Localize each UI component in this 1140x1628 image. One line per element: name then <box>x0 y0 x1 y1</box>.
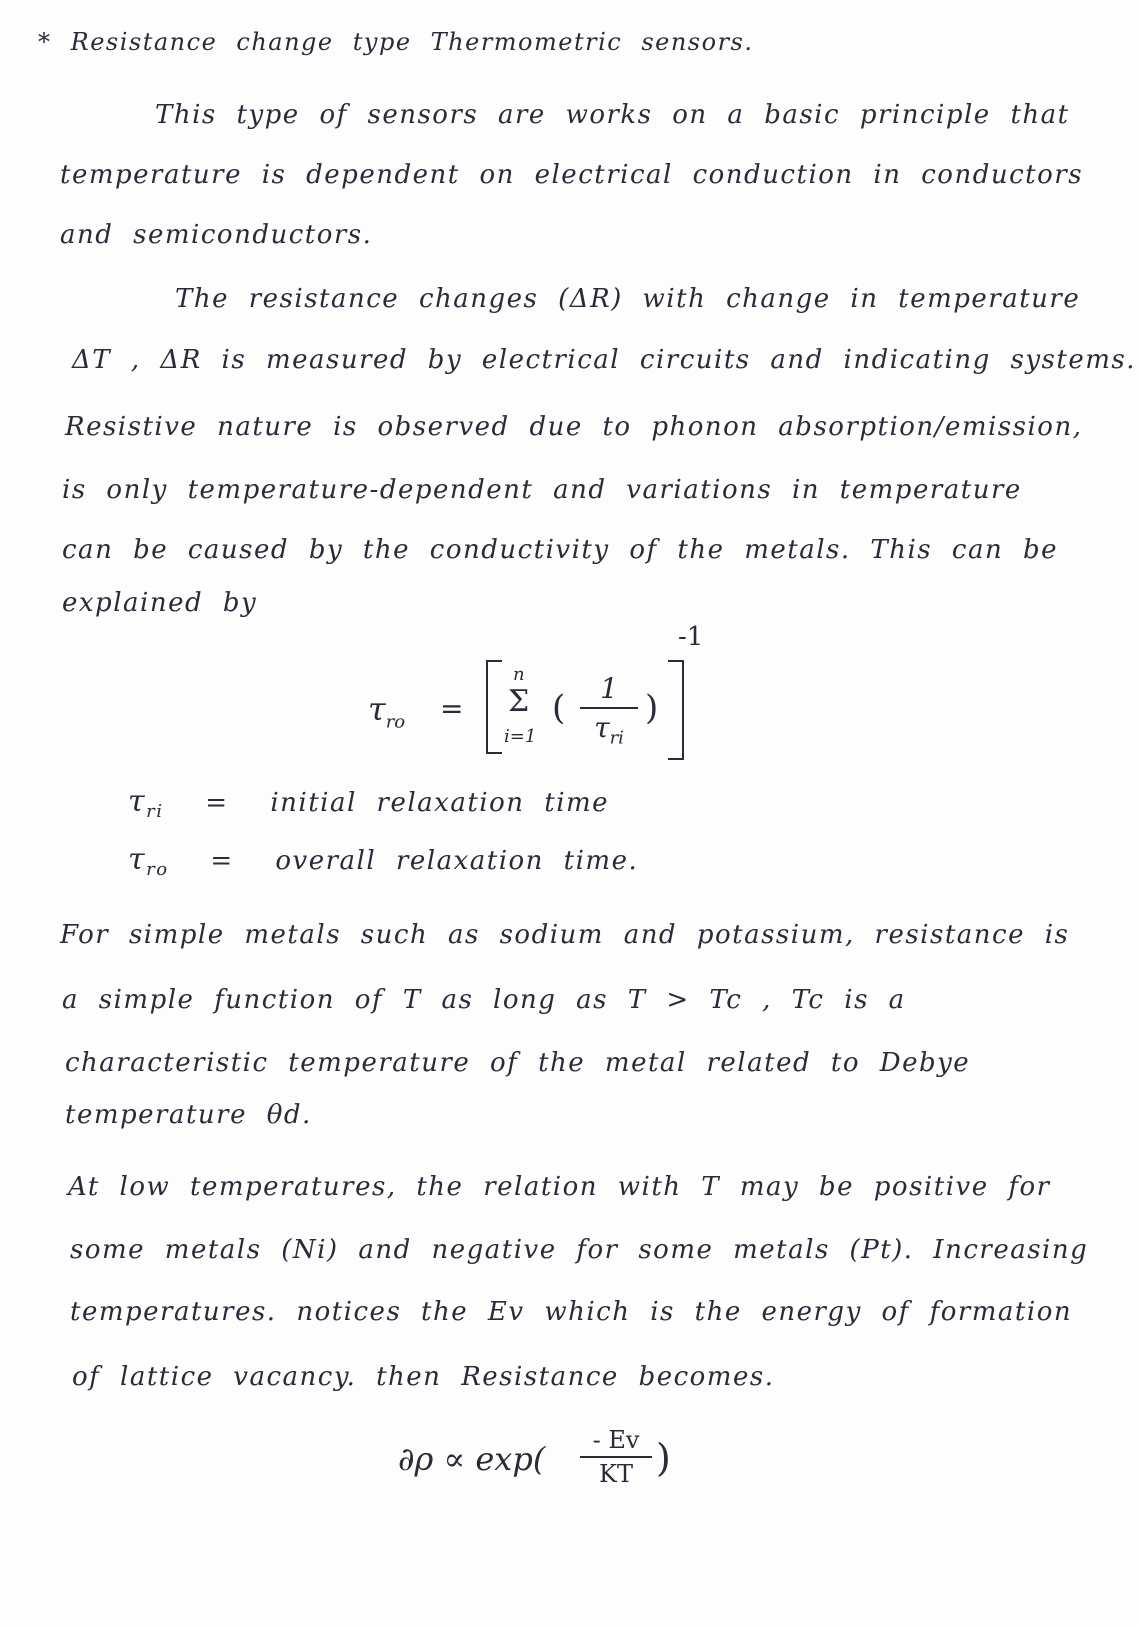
def2-equals: = <box>210 846 234 876</box>
definition-overall <box>128 842 638 880</box>
para3-line-3: characteristic temperature of the metal related to Debye <box>65 1048 971 1078</box>
eq2-lhs: ∂ρ ∝ exp( <box>398 1440 546 1478</box>
def1-symbol: τ <box>128 784 147 819</box>
sum-upper: n <box>513 664 525 685</box>
para1-line-2: temperature is dependent on electrical conduction in conductors <box>60 160 1084 190</box>
para2-line-1: The resistance changes (ΔR) with change in temperature <box>175 284 1081 314</box>
para3-line-2: a simple function of T as long as T > Tc , Tc is a <box>62 985 906 1015</box>
eq1-lhs: τ <box>368 690 386 728</box>
sum-lower: i=1 <box>504 726 537 747</box>
def2-sub: ro <box>146 859 169 881</box>
paren-open: ( <box>552 688 566 728</box>
para4-line-3: temperatures. notices the Ev which is the energy of formation <box>70 1297 1073 1327</box>
def2-symbol: τ <box>128 842 147 877</box>
para2-line-3: Resistive nature is observed due to phonon absorption/emission, <box>65 412 1083 442</box>
para2-line-4: is only temperature-dependent and variations in temperature <box>62 475 1022 505</box>
right-bracket <box>668 660 684 760</box>
left-bracket <box>486 660 502 754</box>
para2-line-2: ΔT , ΔR is measured by electrical circuits and indicating systems. <box>72 345 1136 375</box>
heading: * Resistance change type Thermometric sensors. <box>38 28 754 56</box>
eq1-fraction <box>580 672 638 749</box>
para4-line-1: At low temperatures, the relation with T may be positive for <box>68 1172 1051 1202</box>
eq1-numerator: 1 <box>600 672 618 705</box>
para2-line-5: can be caused by the conductivity of the metals. This can be <box>62 535 1059 565</box>
para2-line-6: explained by <box>62 588 258 618</box>
para4-line-4: of lattice vacancy. then Resistance becomes. <box>72 1362 775 1392</box>
para1-line-1: This type of sensors are works on a basic principle that <box>155 100 1070 130</box>
para3-line-4: temperature θd. <box>65 1100 312 1130</box>
eq1-equals: = <box>440 692 464 725</box>
def1-sub: ri <box>146 801 164 823</box>
para4-line-2: some metals (Ni) and negative for some metals (Pt). Increasing <box>70 1235 1089 1265</box>
paren-close: ) <box>645 688 659 728</box>
def2-text: overall relaxation time. <box>275 846 639 876</box>
sum-symbol: Σ <box>508 684 530 719</box>
eq2-close-paren: ) <box>656 1436 671 1480</box>
eq2-denominator: KT <box>599 1460 633 1488</box>
eq1-lhs-sub: ro <box>385 711 406 733</box>
para1-line-3: and semiconductors. <box>60 220 373 250</box>
def1-text: initial relaxation time <box>270 788 610 818</box>
eq2-fraction <box>580 1426 652 1488</box>
def1-equals: = <box>205 788 229 818</box>
eq1-exponent: -1 <box>678 622 704 652</box>
eq1-denominator: τ <box>594 711 610 744</box>
definition-initial <box>128 784 609 822</box>
eq2-numerator: - Ev <box>592 1426 640 1454</box>
para3-line-1: For simple metals such as sodium and potassium, resistance is <box>60 920 1070 950</box>
eq1-denominator-sub: ri <box>609 727 624 749</box>
